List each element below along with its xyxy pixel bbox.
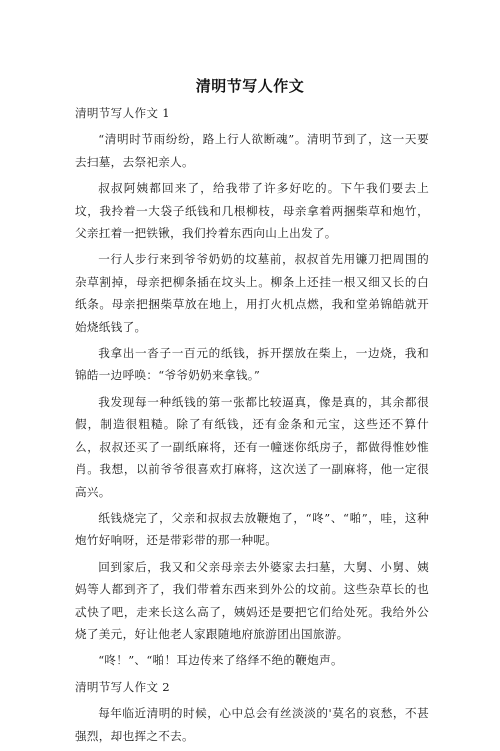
document-title: 清明节写人作文: [195, 77, 305, 95]
paragraph: 每年临近清明的时候，心中总会有丝淡淡的'莫名的哀愁，不甚强烈，却也挥之不去。: [75, 706, 429, 743]
section-heading: 清明节写人作文 2: [75, 679, 170, 694]
paragraph: 一行人步行来到爷爷奶奶的坟墓前，叔叔首先用镰刀把周围的杂草割掉，母亲把柳条插在坟头上。柳条上还挂一根又细又长的白纸条。母亲把捆柴草放在地上，用打火机点燃，我和堂弟锦皓就开始烧纸钱了。: [75, 252, 429, 334]
paragraph: “清明时节雨纷纷，路上行人欲断魂”。清明节到了，这一天要去扫墓，去祭祀亲人。: [75, 132, 429, 169]
paragraph: 回到家后，我又和父亲母亲去外婆家去扫墓，大舅、小舅、姨妈等人都到齐了，我们带着东西来到外公的坟前。这些杂草长的也忒快了吧，走来长这么高了，姨妈还是要把它们给处死。我给外公烧了美元，好让他老人家跟随地府旅游团出国旅游。: [75, 559, 429, 641]
paragraph: 纸钱烧完了，父亲和叔叔去放鞭炮了，“咚”、“啪”，哇，这种炮竹好响呀，还是带彩带的那一种呢。: [75, 510, 429, 548]
section-heading: 清明节写人作文 1: [75, 106, 170, 120]
paragraph: 我发现每一种纸钱的第一张都比较逼真，像是真的，其余都很假，制造很粗糙。除了有纸钱，还有金条和元宝，这些还不算什么，叔叔还买了一副纸麻将，还有一幢迷你纸房子，都做得惟妙惟肖。我想，以前爷爷很喜欢打麻将，这次送了一副麻将，他一定很高兴。: [75, 394, 429, 499]
paragraph: 我拿出一沓子一百元的纸钱，拆开摆放在柴上，一边烧，我和锦皓一边呼唤：“爷爷奶奶来拿钱。”: [75, 346, 429, 383]
document-body: [75, 102, 429, 751]
paragraph: 叔叔阿姨都回来了，给我带了许多好吃的。下午我们要去上坟，我拎着一大袋子纸钱和几根柳枝，母亲拿着两捆柴草和炮竹，父亲扛着一把铁锹，我们拎着东西向山上出发了。: [75, 181, 429, 241]
paragraph: “咚！”、“啪！耳边传来了络绎不绝的鞭炮声。: [98, 653, 343, 668]
